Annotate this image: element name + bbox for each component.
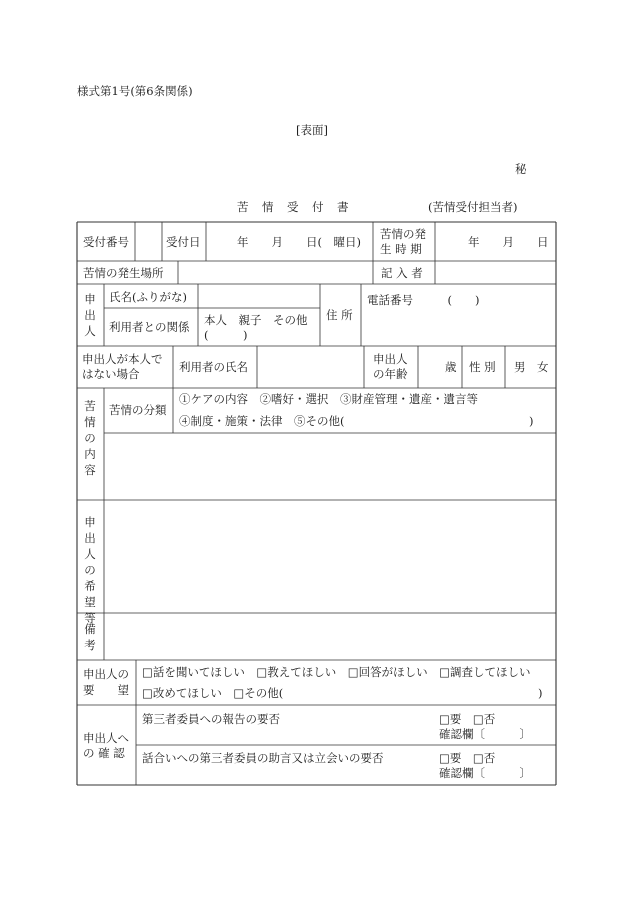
phone-label: 電話番号 ( )	[367, 293, 480, 307]
form-title: 苦 情 受 付 書	[237, 200, 350, 214]
name-label: 氏名(ふりがな)	[109, 290, 187, 304]
applicant-side-label: 申出人	[84, 292, 96, 338]
relation-other: ( )	[204, 328, 248, 342]
not-self-label-2: はない場合	[82, 367, 140, 381]
age-unit: 歳	[445, 360, 457, 374]
age-label-2: の年齢	[373, 367, 408, 381]
confirm-label-2: の 確 認	[83, 746, 125, 760]
confidential-mark: 秘	[515, 162, 527, 176]
recorder-label: 記 入 者	[381, 266, 423, 280]
relation-label: 利用者との関係	[109, 320, 190, 334]
category-line-1: ①ケアの内容 ②嗜好・選択 ③財産管理・遺産・遺言等	[179, 392, 478, 406]
remarks-side-label: 備考	[84, 622, 96, 652]
not-self-label-1: 申出人が本人で	[82, 352, 163, 366]
form-number: 様式第1号(第6条関係)	[77, 84, 193, 98]
category-label: 苦情の分類	[109, 403, 167, 417]
officer-label: (苦情受付担当者)	[428, 200, 518, 214]
side-label: [表面]	[296, 123, 328, 137]
request-label-2: 要 望	[83, 683, 129, 697]
confirm-label-1: 申出人へ	[83, 731, 129, 745]
occurrence-time-label-1: 苦情の発	[380, 227, 426, 241]
user-name-label: 利用者の氏名	[179, 360, 248, 374]
sex-label: 性 別	[469, 360, 496, 374]
reception-date-value: 年 月 日( 曜日)	[237, 235, 361, 249]
category-close: )	[529, 414, 534, 428]
occurrence-place-label: 苦情の発生場所	[83, 266, 164, 280]
occurrence-time-value: 年 月 日	[468, 235, 549, 249]
complaint-side-label: 苦情の内容	[84, 399, 96, 477]
sex-value: 男 女	[514, 360, 549, 374]
occurrence-time-label-2: 生 時 期	[380, 242, 422, 256]
confirm-item-1: 第三者委員への報告の要否	[142, 712, 280, 726]
request-label-1: 申出人の	[83, 667, 129, 681]
relation-options: 本人 親子 その他	[204, 313, 308, 327]
request-options-2: □改めてほしい □その他(	[142, 686, 284, 700]
request-close: )	[538, 686, 543, 700]
reception-number-label: 受付番号	[83, 235, 129, 249]
wishes-side-label: 申出人の希望等	[84, 515, 96, 625]
address-label: 住 所	[326, 308, 353, 322]
category-line-2: ④制度・施策・法律 ⑤その他(	[179, 414, 345, 428]
confirm-check-1: 確認欄〔 〕	[439, 727, 531, 741]
confirm-item-2: 話合いへの第三者委員の助言又は立会いの要否	[142, 751, 384, 765]
reception-date-label: 受付日	[166, 235, 201, 249]
age-label-1: 申出人	[373, 352, 408, 366]
request-options-1: □話を聞いてほしい □教えてほしい □回答がほしい □調査してほしい	[142, 665, 531, 679]
confirm-choice-2: □要 □否	[439, 751, 496, 765]
confirm-check-2: 確認欄〔 〕	[439, 766, 531, 780]
confirm-choice-1: □要 □否	[439, 712, 496, 726]
